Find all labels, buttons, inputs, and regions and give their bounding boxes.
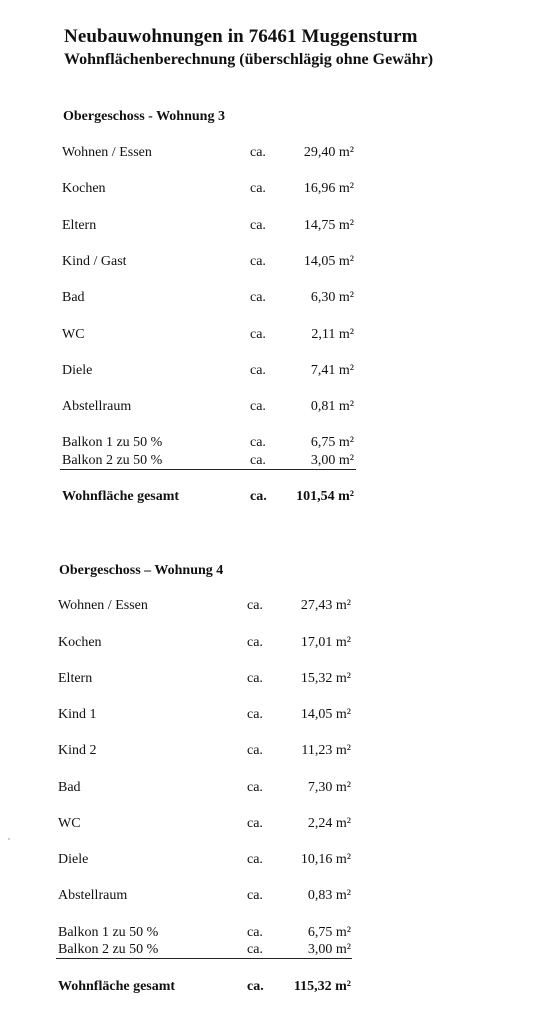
- approx-label: ca.: [250, 453, 266, 468]
- area-value: 0,83 m²: [307, 888, 351, 903]
- room-row: [58, 780, 351, 798]
- section-heading: Obergeschoss – Wohnung 4: [59, 563, 224, 578]
- room-row: [58, 816, 351, 834]
- room-name: Kochen: [62, 181, 106, 196]
- approx-label: ca.: [250, 254, 266, 269]
- room-name: Bad: [62, 290, 85, 305]
- area-value: 115,32 m²: [293, 979, 351, 994]
- room-name: Balkon 1 zu 50 %: [58, 925, 159, 940]
- approx-label: ca.: [250, 399, 266, 414]
- approx-label: ca.: [250, 181, 266, 196]
- approx-label: ca.: [247, 635, 263, 650]
- area-value: 101,54 m²: [296, 489, 354, 504]
- approx-label: ca.: [247, 780, 263, 795]
- room-name: Balkon 2 zu 50 %: [58, 942, 159, 957]
- area-value: 10,16 m²: [300, 852, 351, 867]
- approx-label: ca.: [247, 816, 263, 831]
- approx-label: ca.: [250, 218, 266, 233]
- room-name: Diele: [62, 363, 93, 378]
- room-name: Abstellraum: [58, 888, 128, 903]
- area-value: 0,81 m²: [310, 399, 354, 414]
- total-row: [58, 979, 351, 997]
- room-row: [62, 435, 354, 453]
- scan-speck: [8, 838, 10, 840]
- room-row: [62, 290, 354, 308]
- room-name: Balkon 2 zu 50 %: [62, 453, 163, 468]
- room-row: [58, 925, 351, 943]
- room-name: Diele: [58, 852, 89, 867]
- room-name: Kind 1: [58, 707, 97, 722]
- document-title: Neubauwohnungen in 76461 Muggensturm: [64, 26, 418, 47]
- room-row: [62, 145, 354, 163]
- room-row: [58, 888, 351, 906]
- area-value: 27,43 m²: [300, 598, 351, 613]
- room-name: Balkon 1 zu 50 %: [62, 435, 163, 450]
- area-value: 6,30 m²: [310, 290, 354, 305]
- room-row: [62, 327, 354, 345]
- area-value: 11,23 m²: [301, 743, 351, 758]
- approx-label: ca.: [247, 707, 263, 722]
- area-value: 14,75 m²: [303, 218, 354, 233]
- approx-label: ca.: [247, 852, 263, 867]
- room-name: Wohnen / Essen: [58, 598, 148, 613]
- room-name: Wohnen / Essen: [62, 145, 152, 160]
- approx-label: ca.: [247, 598, 263, 613]
- total-row: [62, 489, 354, 507]
- area-value: 29,40 m²: [303, 145, 354, 160]
- area-value: 2,24 m²: [307, 816, 351, 831]
- room-row: [58, 598, 351, 616]
- approx-label: ca.: [250, 145, 266, 160]
- approx-label: ca.: [250, 489, 267, 504]
- approx-label: ca.: [250, 327, 266, 342]
- area-value: 16,96 m²: [303, 181, 354, 196]
- room-name: Kochen: [58, 635, 102, 650]
- room-name: Eltern: [58, 671, 93, 686]
- room-row: [58, 743, 351, 761]
- room-name: Kind / Gast: [62, 254, 127, 269]
- area-value: 15,32 m²: [300, 671, 351, 686]
- room-row: [58, 852, 351, 870]
- area-value: 7,41 m²: [310, 363, 354, 378]
- area-value: 2,11 m²: [311, 327, 354, 342]
- approx-label: ca.: [247, 743, 263, 758]
- room-name: Abstellraum: [62, 399, 132, 414]
- room-row: [58, 671, 351, 689]
- approx-label: ca.: [247, 925, 263, 940]
- room-name: Bad: [58, 780, 81, 795]
- area-value: 14,05 m²: [300, 707, 351, 722]
- room-name: Kind 2: [58, 743, 97, 758]
- area-value: 6,75 m²: [307, 925, 351, 940]
- room-row: [62, 399, 354, 417]
- area-value: 3,00 m²: [310, 453, 354, 468]
- room-name: Eltern: [62, 218, 97, 233]
- room-row: [58, 707, 351, 725]
- approx-label: ca.: [247, 671, 263, 686]
- room-row: [62, 181, 354, 199]
- approx-label: ca.: [250, 435, 266, 450]
- room-row: [62, 218, 354, 236]
- room-name: Wohnfläche gesamt: [58, 979, 176, 994]
- section-heading: Obergeschoss - Wohnung 3: [63, 109, 225, 124]
- area-value: 17,01 m²: [300, 635, 351, 650]
- room-row: [62, 254, 354, 272]
- document-subtitle: Wohnflächenberechnung (überschlägig ohne Gewähr): [64, 51, 434, 68]
- room-name: WC: [62, 327, 85, 342]
- approx-label: ca.: [247, 942, 263, 957]
- room-row: [58, 635, 351, 653]
- area-value: 6,75 m²: [310, 435, 354, 450]
- room-row: [62, 363, 354, 381]
- approx-label: ca.: [247, 979, 264, 994]
- approx-label: ca.: [247, 888, 263, 903]
- room-name: Wohnfläche gesamt: [62, 489, 180, 504]
- area-value: 7,30 m²: [307, 780, 351, 795]
- approx-label: ca.: [250, 290, 266, 305]
- sum-underline: [56, 958, 352, 959]
- room-name: WC: [58, 816, 81, 831]
- area-value: 14,05 m²: [303, 254, 354, 269]
- sum-underline: [60, 469, 356, 470]
- approx-label: ca.: [250, 363, 266, 378]
- area-value: 3,00 m²: [307, 942, 351, 957]
